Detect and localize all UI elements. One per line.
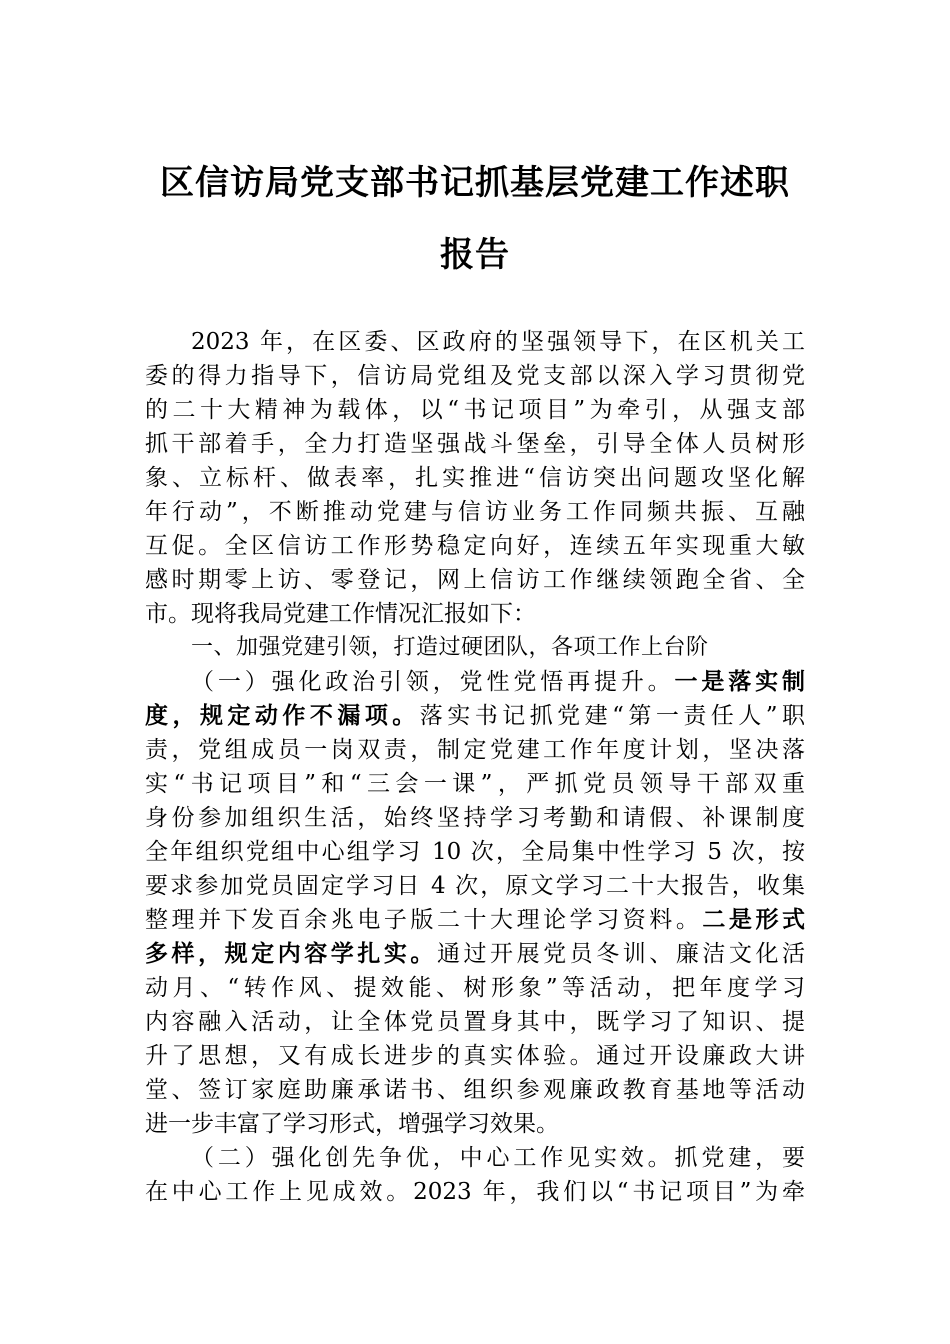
body-line: 抓干部着手，全力打造坚强战斗堡垒，引导全体人员树形 bbox=[145, 431, 805, 457]
subsection-heading: （一）强化政治引领，党性党悟再提升。 bbox=[191, 669, 675, 695]
body-line: 委的得力指导下，信访局党组及党支部以深入学习贯彻党 bbox=[145, 363, 805, 389]
document-title-line-2: 报告 bbox=[440, 235, 510, 275]
body-line: 内容融入活动，让全体党员置身其中，既学习了知识、提 bbox=[145, 1009, 805, 1035]
body-line: 市。现将我局党建工作情况汇报如下： bbox=[145, 601, 536, 627]
body-line: 动月、“转作风、提效能、树形象”等活动，把年度学习 bbox=[145, 975, 805, 1001]
body-line: 感时期零上访、零登记，网上信访工作继续领跑全省、全 bbox=[145, 567, 805, 593]
body-line: 身份参加组织生活，始终坚持学习考勤和请假、补课制度 bbox=[145, 805, 805, 831]
body-line bbox=[145, 937, 805, 971]
body-span: 落实书记抓党建“第一责任人”职 bbox=[419, 703, 805, 729]
bold-lead: 一是落实制 bbox=[674, 668, 805, 695]
body-line: 全年组织党组中心组学习 10 次，全局集中性学习 5 次，按 bbox=[145, 839, 805, 865]
body-line: 的二十大精神为载体，以“书记项目”为牵引，从强支部 bbox=[145, 397, 805, 423]
body-line: 互促。全区信访工作形势稳定向好，连续五年实现重大敏 bbox=[145, 533, 805, 559]
body-line: 升了思想，又有成长进步的真实体验。通过开设廉政大讲 bbox=[145, 1043, 805, 1069]
body-span: 整理并下发百余兆电子版二十大理论学习资料。 bbox=[145, 907, 703, 933]
document-title-line-1: 区信访局党支部书记抓基层党建工作述职 bbox=[160, 163, 790, 203]
body-line: 在中心工作上见成效。2023 年，我们以“书记项目”为牵 bbox=[145, 1179, 805, 1205]
body-line: 象、立标杆、做表率，扎实推进“信访突出问题攻坚化解 bbox=[145, 465, 805, 491]
body-line bbox=[145, 665, 805, 699]
bold-lead: 度，规定动作不漏项。 bbox=[145, 702, 420, 729]
body-line: 2023 年，在区委、区政府的坚强领导下，在区机关工 bbox=[191, 329, 805, 355]
body-line bbox=[145, 699, 805, 733]
body-line: 要求参加党员固定学习日 4 次，原文学习二十大报告，收集 bbox=[145, 873, 805, 899]
body-line: （二）强化创先争优，中心工作见实效。抓党建，要 bbox=[191, 1145, 805, 1171]
body-line: 年行动”，不断推动党建与信访业务工作同频共振、互融 bbox=[145, 499, 805, 525]
body-line: 堂、签订家庭助廉承诺书、组织参观廉政教育基地等活动 bbox=[145, 1077, 805, 1103]
body-line: 责，党组成员一岗双责，制定党建工作年度计划，坚决落 bbox=[145, 737, 805, 763]
body-line: 进一步丰富了学习形式，增强学习效果。 bbox=[145, 1111, 559, 1137]
section-heading-1: 一、加强党建引领，打造过硬团队，各项工作上台阶 bbox=[191, 635, 709, 660]
document-body bbox=[145, 325, 805, 1209]
body-line: 实“书记项目”和“三会一课”，严抓党员领导干部双重 bbox=[145, 771, 805, 797]
body-span: 通过开展党员冬训、廉洁文化活 bbox=[436, 941, 805, 967]
bold-lead: 二是形式 bbox=[702, 906, 805, 933]
bold-lead: 多样，规定内容学扎实。 bbox=[145, 940, 437, 967]
body-line bbox=[145, 903, 805, 937]
